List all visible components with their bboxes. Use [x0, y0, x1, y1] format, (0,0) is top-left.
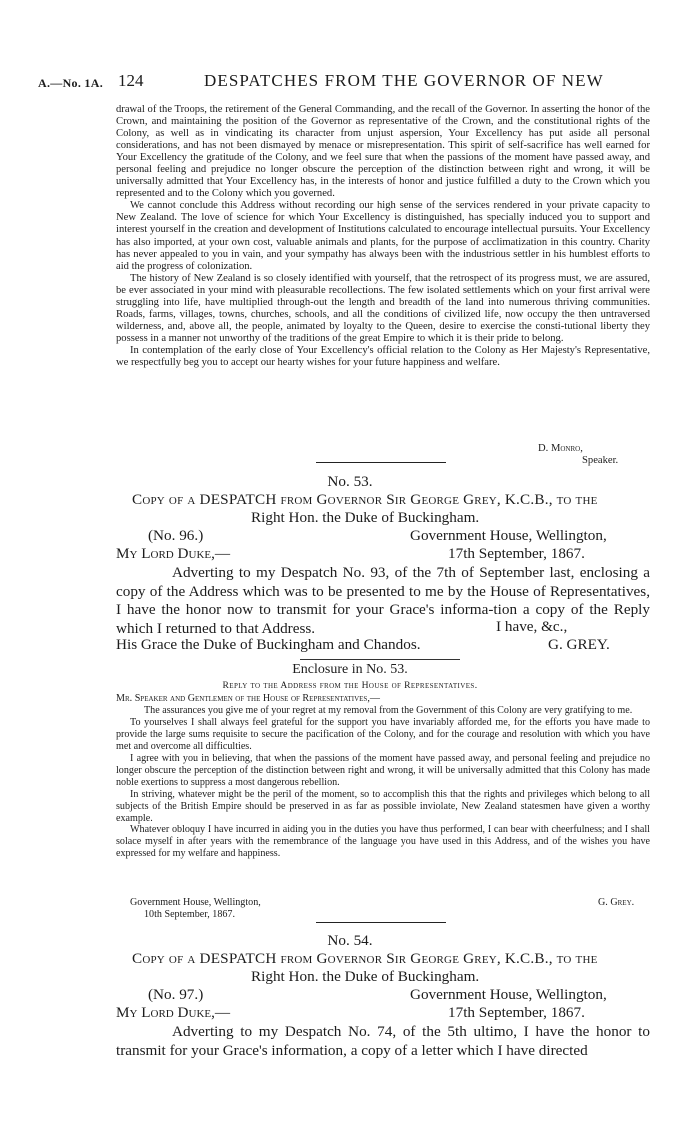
enclosure-paragraph: The assurances you give me of your regret at my removal from the Government of this Colony are very gratifying to me. — [144, 704, 633, 716]
section-divider — [316, 922, 446, 923]
address-signer: D. Monro, — [538, 443, 583, 454]
despatch-heading: Copy of a DESPATCH from Governor Sir George Grey, K.C.B., to the — [132, 950, 598, 967]
despatch-number: No. 53. — [327, 473, 373, 490]
despatch-recipient-heading: Right Hon. the Duke of Buckingham. — [251, 968, 480, 985]
enclosure-text — [116, 693, 650, 860]
page-header — [0, 0, 700, 90]
despatch-date: 17th September, 1867. — [448, 545, 585, 562]
enclosure-place: Government House, Wellington, — [130, 897, 261, 908]
despatch-place: Government House, Wellington, — [410, 986, 607, 1003]
enclosure-paragraph: Whatever obloquy I have incurred in aiding you in the duties you have thus performed, I can bear with cheerfulness; and I shall solace myself in after years with the remembrance of the language you have used in this Address, and of the wishes you have expressed for my welfare and happiness. — [116, 824, 650, 860]
address-text — [116, 104, 650, 369]
despatch-salutation: My Lord Duke,— — [116, 545, 231, 562]
despatch-number: No. 54. — [327, 932, 373, 949]
document-reference: A.—No. 1A. — [38, 76, 103, 90]
despatch-heading: Copy of a DESPATCH from Governor Sir George Grey, K.C.B., to the — [132, 491, 598, 508]
despatch-salutation: My Lord Duke,— — [116, 1004, 231, 1021]
enclosure-paragraph: I agree with you in believing, that when the passions of the moment have passed away, and personal feeling and prejudice no longer obscure the perception of the distinction between right and wrong, it will be universally admitted that this Colony has made noble exertions to suppress a most dangerous rebellion. — [116, 752, 650, 788]
address-signer-title: Speaker. — [582, 455, 619, 466]
address-paragraph: We cannot conclude this Address without recording our high sense of the services rendered in your private capacity to New Zealand. The love of science for which Your Excellency is distinguished, has specially induced you to support and interest yourself in the creation and development of Institutions calculated to encourage intellectual pursuits. Your Excellency has also imported, at your own cost, valuable animals and plants, for the purpose of acclimatization in this country. Charity has never appealed to you in vain, and your sympathy has always been with the industrious settler in his humblest efforts to aid the progress of colonization. — [116, 200, 650, 272]
despatch-body — [116, 1023, 650, 1060]
enclosure-title: Enclosure in No. 53. — [292, 662, 408, 677]
address-paragraph: drawal of the Troops, the retirement of the General Commanding, and the recall of the Governor. In asserting the honor of the Crown, and maintaining the position of the Governor as representative of the Crown, and the constitutional rights of the Colony, as well as in vindicating its character from unjust aspersion, Your Excellency has put aside all personal considerations, and has not been dismayed by menace or misrepresentation. This spirit of self-sacrifice has well earned for Your Excellency the gratitude of the Colony, and we feel sure that when the passions of the moment have passed away, and personal feeling and prejudice no longer obscure the perception of the distinction between right and wrong, it will be universally admitted that Your Excellency has, in the interests of honor and justice fulfilled a duty to the Crown which you represented and to the Colony which you governed. — [116, 104, 650, 200]
despatch-body-text: Adverting to my Despatch No. 93, of the 7th of September last, enclosing a copy of the Address which was to be presented to me by the House of Representatives, I have the honor now to transmit for your Grace's informa-tion a copy of the Reply which I returned to that Address. — [116, 564, 650, 637]
address-paragraph: The history of New Zealand is so closely identified with yourself, that the retrospect of its progress must, we are assured, be ever associated in your mind with pleasurable recollections. The few isolated settlements which on your first arrival were struggling into life, have multiplied through-out the length and breadth of the land into numerous thriving communities. Roads, farms, villages, towns, churches, schools, and all the conditions of civilized life, now occupy the then untraversed wilderness, and, above all, the people, animated by loyalty to the Queen, desire to exercise the consti-tutional liberty they possess in a manner not unworthy of the traditions of the great Empire to which it is their pride to belong. — [116, 272, 650, 344]
page-number: 124 — [118, 71, 144, 90]
address-paragraph: In contemplation of the early close of Your Excellency's official relation to the Colony as Her Majesty's Representative, we respectfully beg you to accept our hearty wishes for your future happiness and welfare. — [116, 344, 650, 368]
enclosure-paragraph: To yourselves I shall always feel grateful for the support you have invariably afforded me, for the efforts you have made to provide the large sums requisite to secure the pacification of the Colony, and for the courage and resolution with which you have met and overcome all difficulties. — [116, 716, 650, 752]
enclosure-paragraph: In striving, whatever might be the peril of the moment, so to accomplish this that the rights and privileges which belong to all subjects of the British Empire should be preserved in as far as possible inviolate, New Zealand statesmen have given a worthy example. — [116, 788, 650, 824]
despatch-ref: (No. 96.) — [148, 527, 204, 544]
running-title: DESPATCHES FROM THE GOVERNOR OF NEW — [204, 71, 604, 90]
enclosure-salutation: Mr. Speaker and Gentlemen of the House of Representatives,— — [116, 693, 380, 704]
despatch-place: Government House, Wellington, — [410, 527, 607, 544]
enclosure-signature: G. Grey. — [598, 897, 635, 908]
despatch-ref: (No. 97.) — [148, 986, 204, 1003]
enclosure-date: 10th September, 1867. — [144, 909, 235, 920]
despatch-closing: I have, &c., — [496, 618, 568, 635]
enclosure-subtitle: Reply to the Address from the House of Representatives. — [222, 680, 478, 691]
despatch-body-text: Adverting to my Despatch No. 74, of the 5th ultimo, I have the honor to transmit for your Grace's information, a copy of a letter which I have directed — [116, 1023, 650, 1059]
section-divider — [300, 659, 460, 660]
section-divider — [316, 462, 446, 463]
despatch-recipient-heading: Right Hon. the Duke of Buckingham. — [251, 509, 480, 526]
despatch-signature: G. GREY. — [548, 636, 610, 653]
despatch-addressee: His Grace the Duke of Buckingham and Chandos. — [116, 636, 421, 653]
despatch-date: 17th September, 1867. — [448, 1004, 585, 1021]
despatch-body — [116, 564, 650, 638]
